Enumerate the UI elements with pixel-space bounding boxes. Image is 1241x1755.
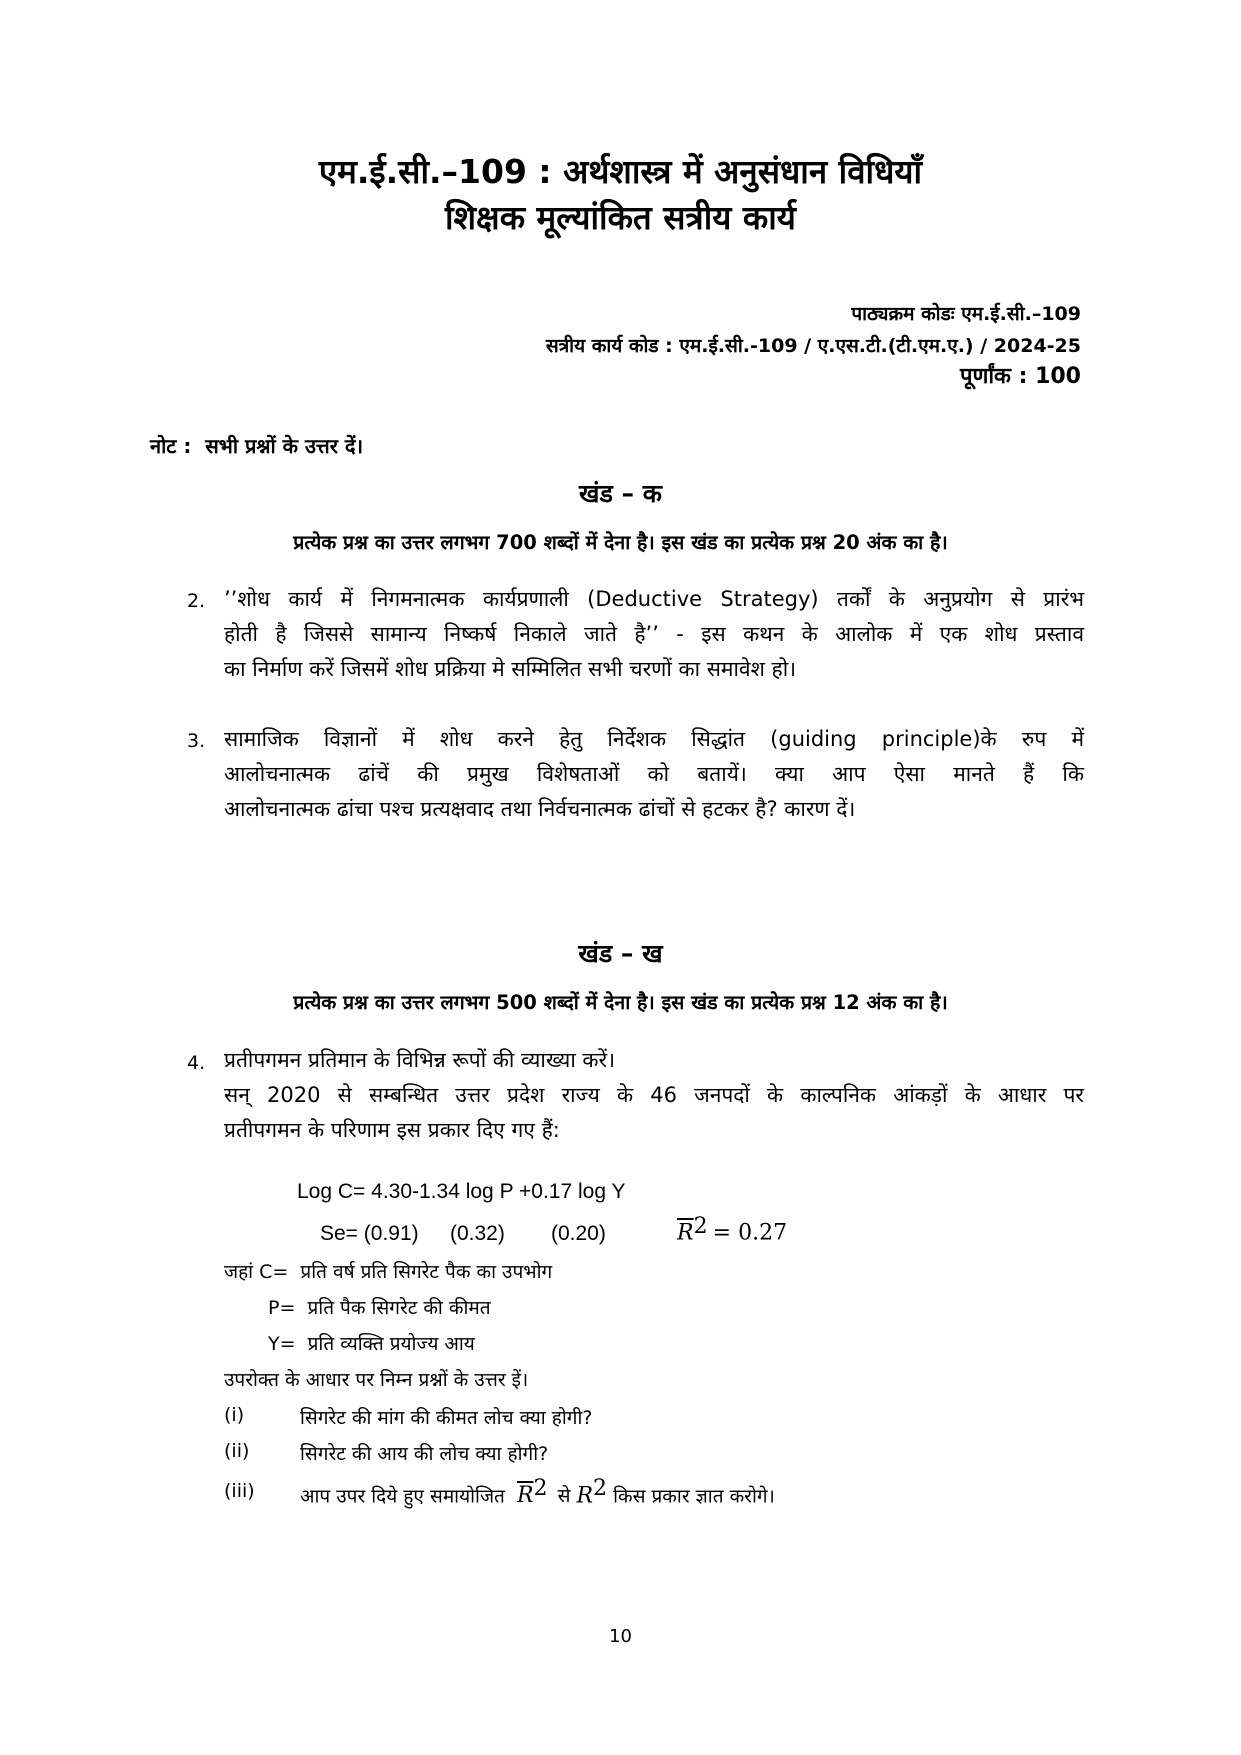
standard-error-1: Se= (0.91)	[320, 1222, 419, 1245]
question-3-text	[224, 722, 1084, 827]
question-2-text	[224, 582, 1084, 687]
question-line: ’’शोध कार्य में निगमनात्मक कार्यप्रणाली (Deductive Strategy) तर्कों के अनुप्रयोग से प्रारंभ	[224, 587, 1084, 611]
sub3-r-superscript: 2	[593, 1476, 608, 1501]
r-bar-value: = 0.27	[712, 1220, 788, 1246]
section-b-instruction: प्रत्येक प्रश्न का उत्तर लगभग 500 शब्दों में देना है। इस खंड का प्रत्येक प्रश्न 12 अंक का है।	[293, 991, 948, 1014]
question-4-paragraph	[224, 1078, 1084, 1148]
document-title-line1: एम.ई.सी.–109 : अर्थशास्त्र में अनुसंधान विधियाँ	[318, 152, 923, 191]
sub-question-3-part-a: आप उपर दिये हुए समायोजित	[300, 1485, 505, 1508]
question-line: आलोचनात्मक ढांचें की प्रमुख विशेषताओं को बतायें। क्या आप ऐसा मानते हैं कि	[224, 762, 1084, 786]
question-number: 2.	[187, 590, 206, 612]
assignment-code: सत्रीय कार्य कोड : एम.ई.सी.-109 / ए.एस.टी.(टी.एम.ए.) / 2024-25	[545, 335, 1081, 357]
definition-c: जहां C= प्रति वर्ष प्रति सिगरेट पैक का उपभोग	[224, 1261, 553, 1283]
question-number: 3.	[187, 730, 206, 752]
sub-question-label: (i)	[224, 1404, 245, 1426]
sub3-r-symbol: R	[576, 1483, 594, 1509]
max-marks: पूर्णांक : 100	[959, 364, 1081, 389]
sub3-r-bar-superscript: 2	[533, 1476, 548, 1501]
note: नोट : सभी प्रश्नों के उत्तर दें।	[150, 434, 364, 458]
standard-error-3: (0.20)	[551, 1222, 606, 1245]
question-line: सामाजिक विज्ञानों में शोध करने हेतु निर्देशक सिद्धांत (guiding principle)के रुप में	[224, 727, 1084, 751]
r-bar-superscript: 2	[693, 1214, 708, 1239]
sub-question-3-part-c: किस प्रकार ज्ञात करोगे।	[613, 1485, 775, 1508]
course-code: पाठ्यक्रम कोडः एम.ई.सी.–109	[851, 303, 1081, 325]
sub-question-text: सिगरेट की आय की लोच क्या होगी?	[300, 1443, 549, 1465]
sub-question-3-part-b: से	[557, 1485, 571, 1508]
answer-prompt: उपरोक्त के आधार पर निम्न प्रश्नों के उत्तर इें।	[224, 1369, 529, 1391]
document-title-line2: शिक्षक मूल्यांकित सत्रीय कार्य	[445, 198, 796, 237]
standard-error-2: (0.32)	[450, 1222, 505, 1245]
r-bar-symbol: $\overline{R}$	[677, 1220, 694, 1246]
question-line: होती है जिससे सामान्य निष्कर्ष निकाले जाते है’’ - इस कथन के आलोक में एक शोध प्रस्ताव	[224, 622, 1084, 646]
section-a-heading: खंड – क	[579, 479, 662, 508]
sub-question-label: (iii)	[224, 1480, 255, 1502]
definition-y: Y= प्रति व्यक्ति प्रयोज्य आय	[268, 1333, 475, 1355]
question-line: प्रतीपगमन के परिणाम इस प्रकार दिए गए हैं:	[224, 1118, 560, 1142]
sub-question-label: (ii)	[224, 1440, 250, 1462]
page-number: 10	[609, 1626, 632, 1647]
section-b-heading: खंड – ख	[578, 939, 663, 968]
sub-question-text: सिगरेट की मांग की कीमत लोच क्या होगी?	[300, 1407, 593, 1429]
definition-p: P= प्रति पैक सिगरेट की कीमत	[268, 1297, 491, 1319]
section-a-instruction: प्रत्येक प्रश्न का उत्तर लगभग 700 शब्दों में देना है। इस खंड का प्रत्येक प्रश्न 20 अंक का है।	[293, 531, 948, 554]
question-line: आलोचनात्मक ढांचा पश्च प्रत्यक्षवाद तथा निर्वचनात्मक ढांचों से हटकर है? कारण दें।	[224, 797, 856, 821]
sub3-r-bar-symbol: $\overline{R}$	[516, 1483, 534, 1509]
question-line: का निर्माण करें जिसमें शोध प्रक्रिया मे सम्मिलित सभी चरणों का समावेश हो।	[224, 657, 797, 681]
question-number: 4.	[187, 1052, 206, 1074]
question-line: सन् 2020 से सम्बन्धित उत्तर प्रदेश राज्य के 46 जनपदों के काल्पनिक आंकड़ों के आधार पर	[224, 1083, 1084, 1107]
sub-question-3-text	[300, 1476, 775, 1508]
adjusted-r-squared	[677, 1214, 787, 1245]
question-4-line1: प्रतीपगमन प्रतिमान के विभिन्न रूपों की व्याख्या करें।	[224, 1048, 616, 1072]
regression-equation: Log C= 4.30-1.34 log P +0.17 log Y	[297, 1180, 626, 1203]
